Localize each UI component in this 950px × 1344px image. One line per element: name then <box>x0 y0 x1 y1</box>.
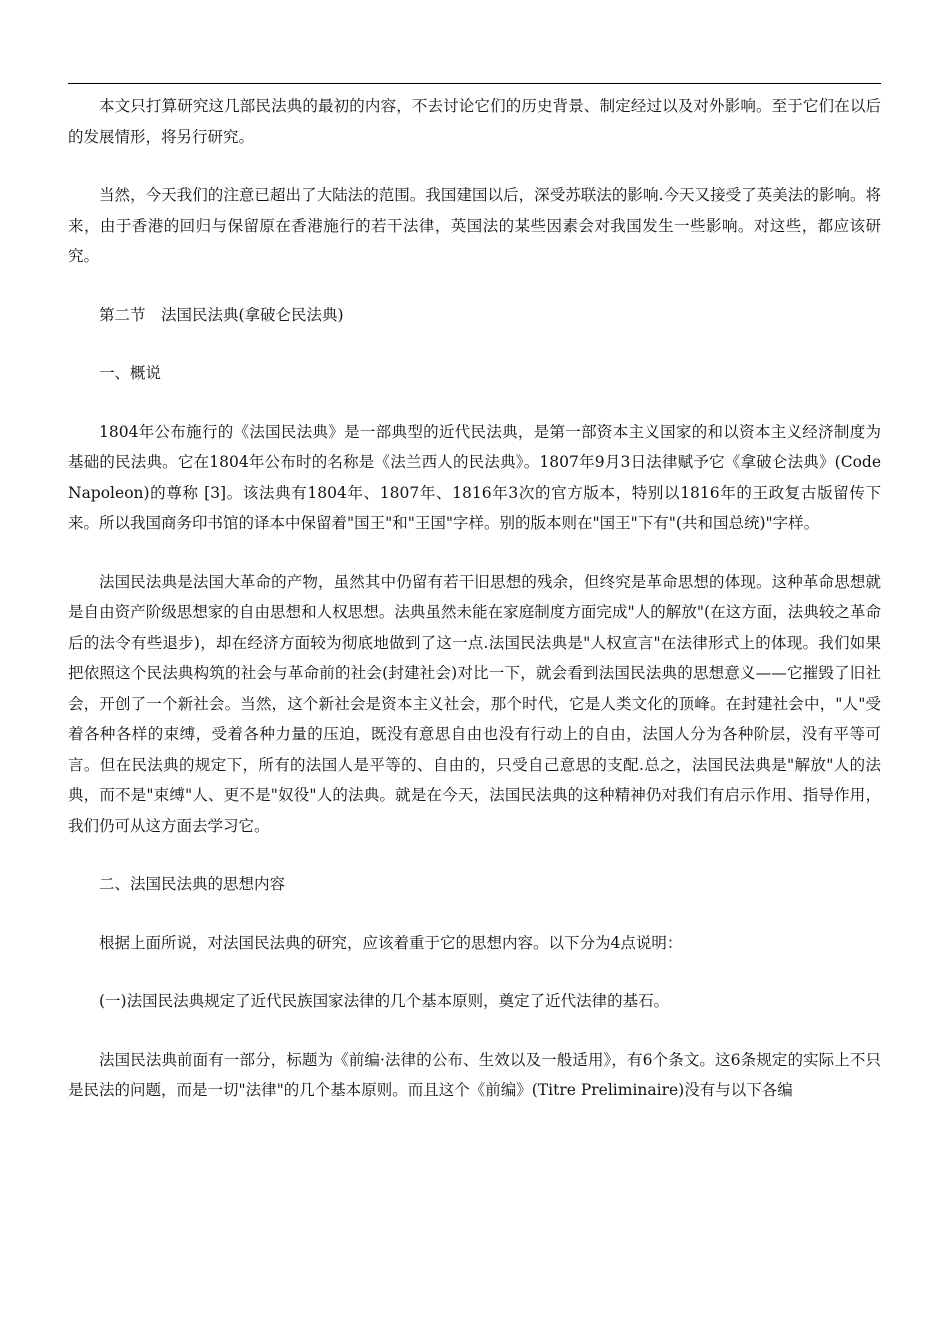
header-rule <box>68 83 881 84</box>
subsection-heading-overview: 一、概说 <box>99 364 162 382</box>
paragraph-point-one: (一)法国民法典规定了近代民族国家法律的几个基本原则，奠定了近代法律的基石。 <box>99 992 670 1010</box>
section-heading: 第二节 法国民法典(拿破仑民法典) <box>99 305 344 324</box>
paragraph-code-history: 1804年公布施行的《法国民法典》是一部典型的近代民法典，是第一部资本主义国家的和以资本主义经济制度为基础的民法典。它在1804年公布时的名称是《法兰西人的民法典》。1807年9月3日法律赋予它《拿破仑法典》(Code Napoleon)的尊称 [3]。该法典有1804年、1807年、1816年3次的官方版本，特别以1816年的王政复古版留传下来。所以我国商务印书馆的译本中保留着"国王"和"王国"字样。别的版本则在"国王"下有"(共和国总统)"字样。 <box>68 422 881 532</box>
subsection-heading-ideas: 二、法国民法典的思想内容 <box>99 875 286 893</box>
paragraph-revolution-ideas: 法国民法典是法国大革命的产物，虽然其中仍留有若干旧思想的残余，但终究是革命思想的体现。这种革命思想就是自由资产阶级思想家的自由思想和人权思想。法典虽然未能在家庭制度方面完成"人的解放"(在这方面，法典较之革命后的法令有些退步)，却在经济方面较为彻底地做到了这一点.法国民法典是"人权宣言"在法律形式上的体现。我们如果把依照这个民法典构筑的社会与革命前的社会(封建社会)对比一下，就会看到法国民法典的思想意义——它摧毁了旧社会，开创了一个新社会。当然，这个新社会是资本主义社会，那个时代，它是人类文化的顶峰。在封建社会中，"人"受着各种各样的束缚，受着各种力量的压迫，既没有意思自由也没有行动上的自由，法国人分为各种阶层，没有平等可言。但在民法典的规定下，所有的法国人是平等的、自由的，只受自己意思的支配.总之，法国民法典是"解放"人的法典，而不是"束缚"人、更不是"奴役"人的法典。就是在今天，法国民法典的这种精神仍对我们有启示作用、指导作用，我们仍可从这方面去学习它。 <box>68 572 881 835</box>
paragraph-scope: 本文只打算研究这几部民法典的最初的内容，不去讨论它们的历史背景、制定经过以及对外影响。至于它们在以后的发展情形，将另行研究。 <box>68 97 881 146</box>
paragraph-four-points: 根据上面所说，对法国民法典的研究，应该着重于它的思想内容。以下分为4点说明： <box>99 933 683 952</box>
paragraph-other-influences: 当然，今天我们的注意已超出了大陆法的范围。我国建国以后，深受苏联法的影响.今天又接受了英美法的影响。将来，由于香港的回归与保留原在香港施行的若干法律，英国法的某些因素会对我国发生一些影响。对这些，都应该研究。 <box>68 186 881 265</box>
document-body <box>68 91 881 1134</box>
paragraph-preliminary-title: 法国民法典前面有一部分，标题为《前编·法律的公布、生效以及一般适用》，有6个条文。这6条规定的实际上不只是民法的问题，而是一切"法律"的几个基本原则。而且这个《前编》(Titre Preliminaire)没有与以下各编 <box>68 1050 881 1099</box>
